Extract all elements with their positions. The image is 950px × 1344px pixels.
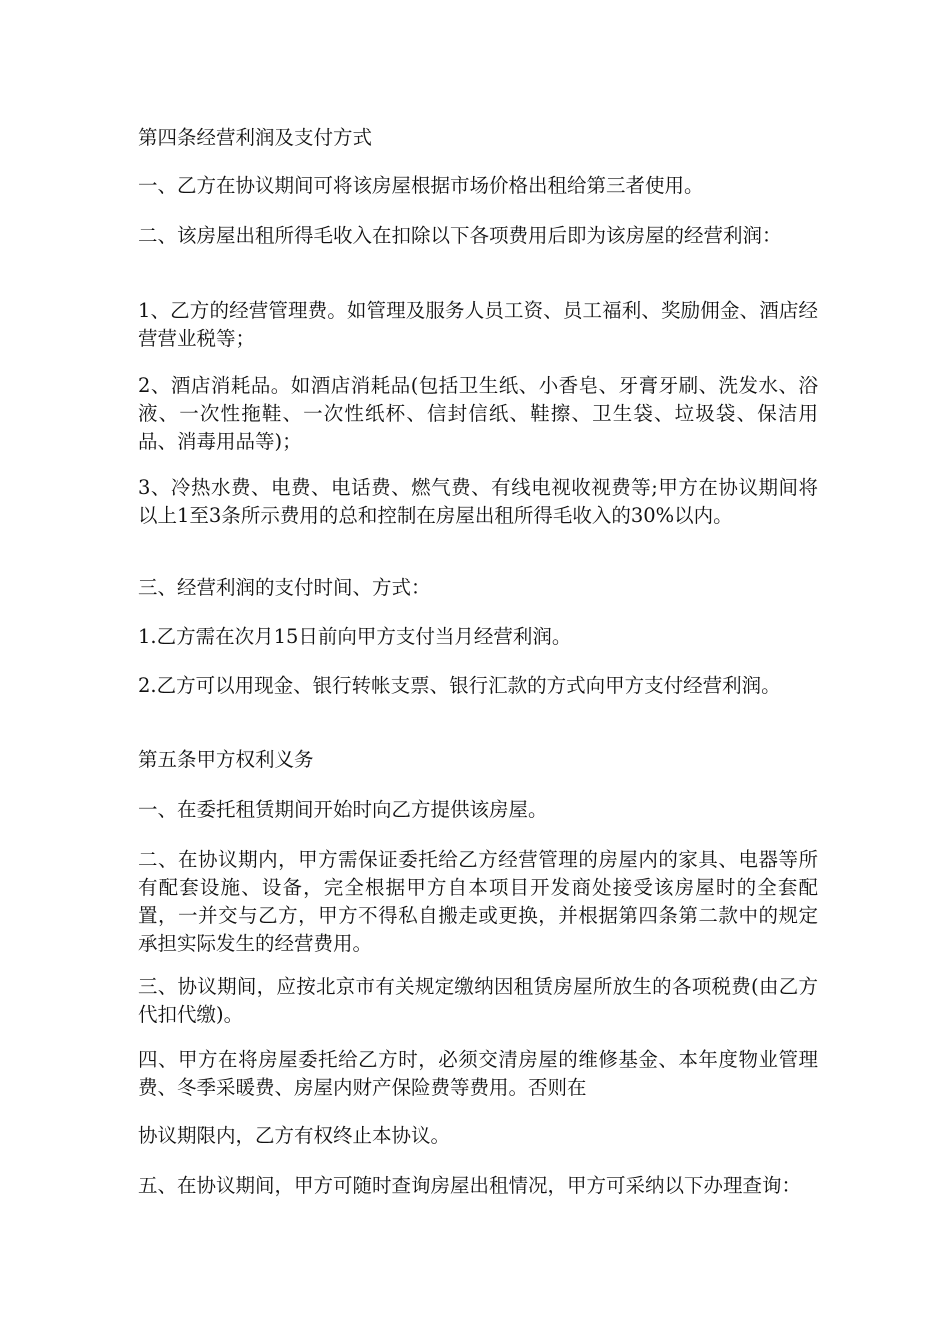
paragraph: 二、该房屋出租所得毛收入在扣除以下各项费用后即为该房屋的经营利润： — [138, 224, 782, 247]
paragraph: 四、甲方在将房屋委托给乙方时，必须交清房屋的维修基金、本年度物业管理费、冬季采暖费、房屋内财产保险费等费用。否则在 — [138, 1048, 818, 1099]
paragraph: 五、在协议期间，甲方可随时查询房屋出租情况，甲方可采纳以下办理查询： — [138, 1174, 802, 1197]
paragraph: 二、在协议期内，甲方需保证委托给乙方经营管理的房屋内的家具、电器等所有配套设施、设备，完全根据甲方自本项目开发商处接受该房屋时的全套配置，一并交与乙方，甲方不得私自搬走或更换，并根据第四条第二款中的规定承担实际发生的经营费用。 — [138, 848, 818, 955]
paragraph: 三、协议期间，应按北京市有关规定缴纳因租赁房屋所放生的各项税费(由乙方代扣代缴)。 — [138, 975, 818, 1026]
paragraph: 2、酒店消耗品。如酒店消耗品(包括卫生纸、小香皂、牙膏牙刷、洗发水、浴液、一次性拖鞋、一次性纸杯、信封信纸、鞋擦、卫生袋、垃圾袋、保洁用品、消毒用品等)； — [138, 374, 818, 453]
paragraph: 3、冷热水费、电费、电话费、燃气费、有线电视收视费等;甲方在协议期间将以上1至3条所示费用的总和控制在房屋出租所得毛收入的30%以内。 — [138, 476, 818, 527]
paragraph: 三、经营利润的支付时间、方式： — [138, 576, 431, 599]
paragraph: 一、乙方在协议期间可将该房屋根据市场价格出租给第三者使用。 — [138, 174, 704, 197]
paragraph: 2.乙方可以用现金、银行转帐支票、银行汇款的方式向甲方支付经营利润。 — [138, 674, 781, 697]
paragraph: 协议期限内，乙方有权终止本协议。 — [138, 1124, 451, 1147]
paragraph: 1、乙方的经营管理费。如管理及服务人员工资、员工福利、奖励佣金、酒店经营营业税等； — [138, 299, 818, 350]
paragraph: 一、在委托租赁期间开始时向乙方提供该房屋。 — [138, 798, 548, 821]
paragraph: 1.乙方需在次月15日前向甲方支付当月经营利润。 — [138, 625, 572, 648]
section-heading-article-4: 第四条经营利润及支付方式 — [138, 126, 373, 149]
section-heading-article-5: 第五条甲方权利义务 — [138, 748, 314, 771]
